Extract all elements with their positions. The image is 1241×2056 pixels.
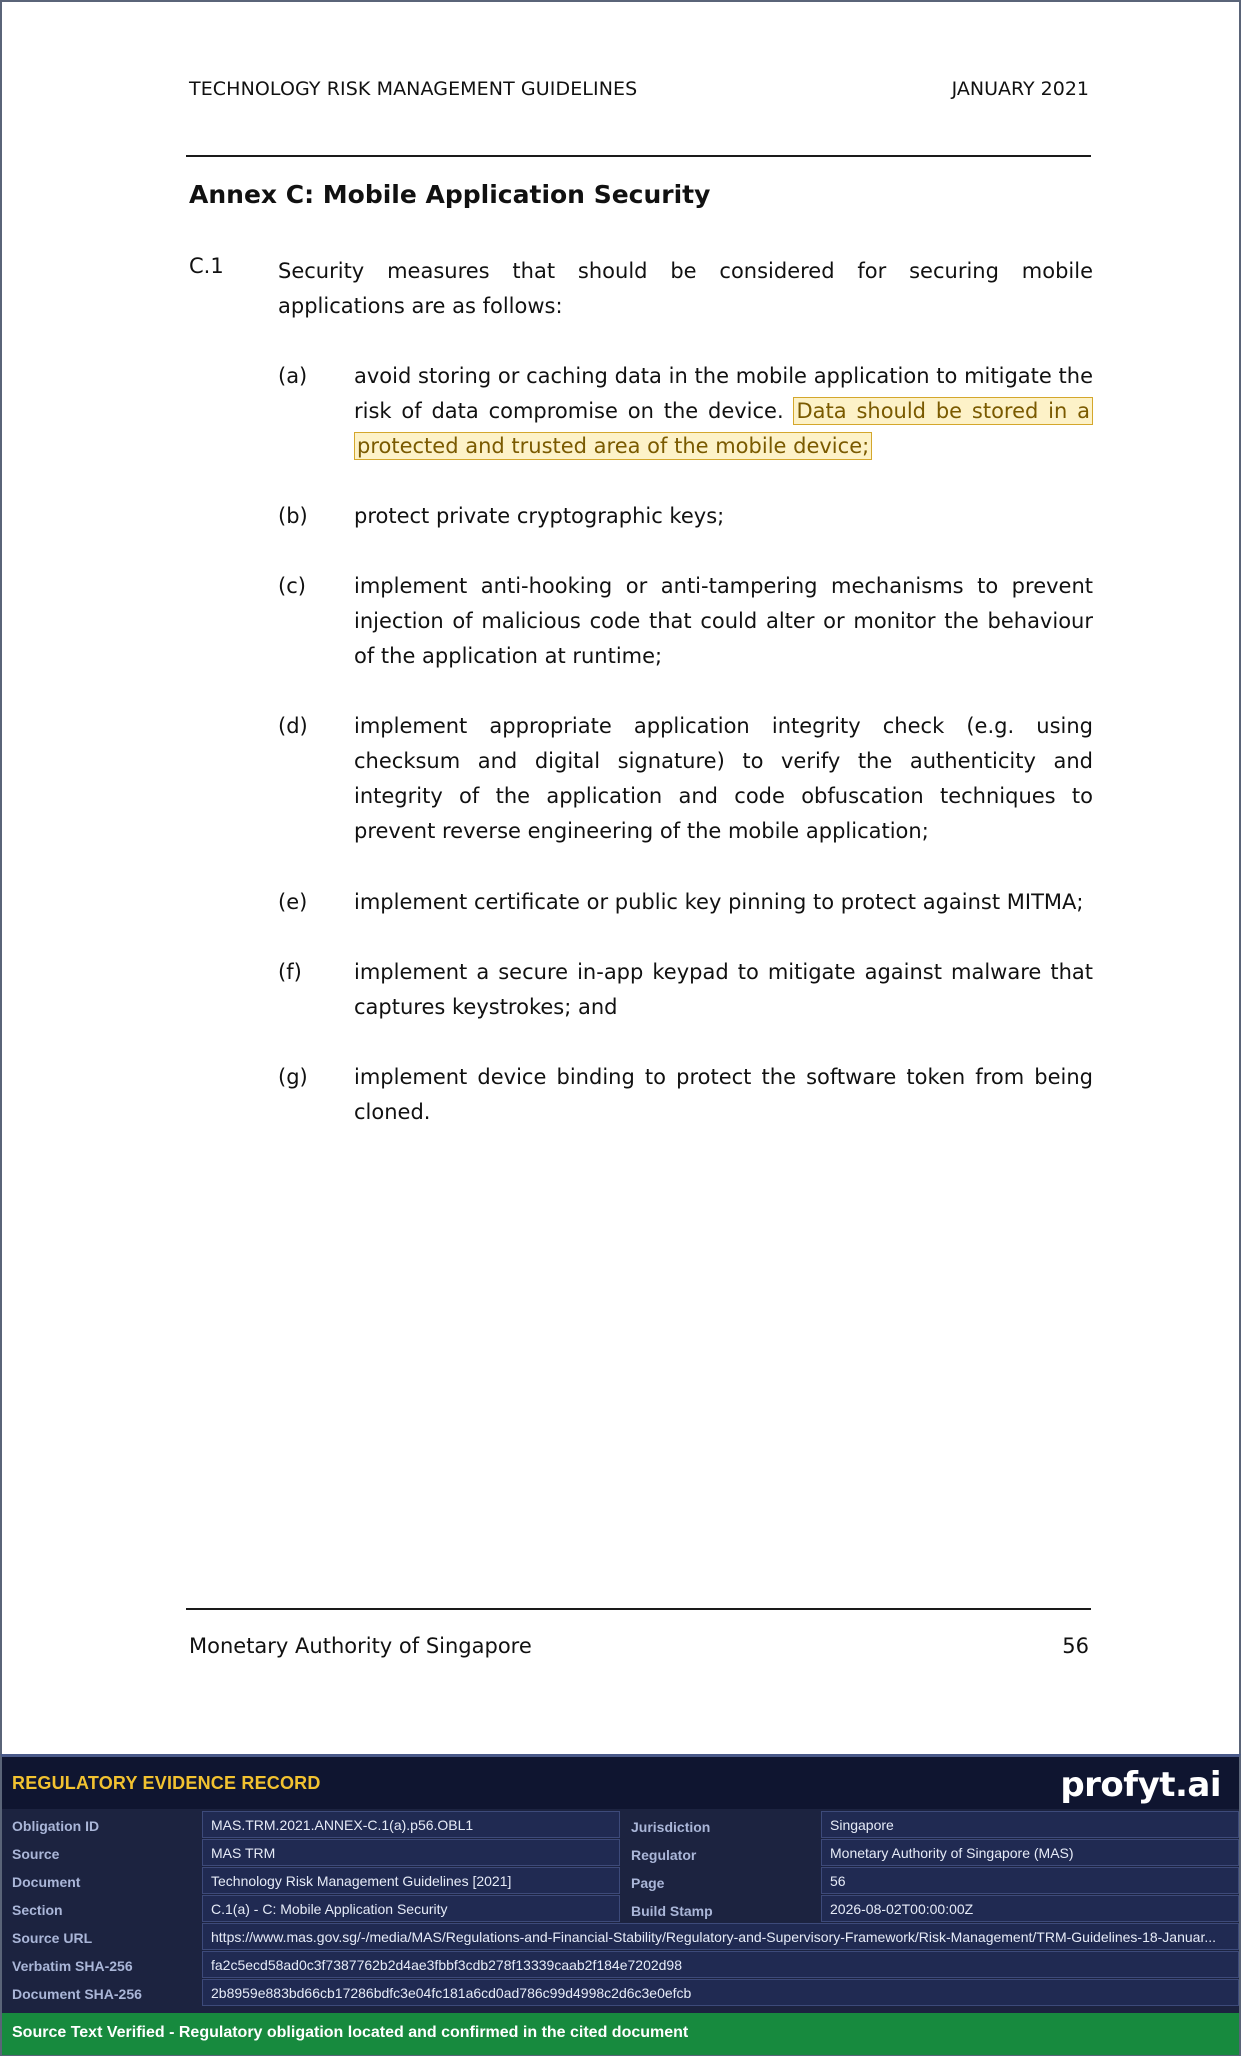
verification-status-text: Source Text Verified - Regulatory obligation located and confirmed in the cited document (12, 2024, 689, 2041)
profyt-logo: profyt.ai (1060, 1765, 1221, 1805)
source-value: MAS TRM (202, 1839, 620, 1866)
list-item-text: protect private cryptographic keys; (354, 504, 725, 528)
paragraph-text: Security measures that should be considered for securing mobile applications are as follows: (278, 259, 1093, 318)
footer-page-number: 56 (1062, 1634, 1089, 1658)
build-stamp-label: Build Stamp (631, 1903, 713, 1919)
list-item-text: implement anti-hooking or anti-tampering mechanisms to prevent injection of malicious code that could alter or monitor the behaviour of the application at runtime; (354, 574, 1093, 668)
list-item-text (354, 359, 1093, 464)
evidence-record-header (2, 1757, 1239, 1809)
record-row-source-url (2, 1923, 1239, 1951)
list-item-label: (c) (278, 574, 306, 598)
evidence-record-panel (0, 1754, 1241, 2056)
source-url-value[interactable]: https://www.mas.gov.sg/-/media/MAS/Regulations-and-Financial-Stability/Regulatory-and-Supervisory-Framework/Risk-Management/TRM-Guidelines-18-Januar... (202, 1923, 1239, 1950)
list-item-label: (f) (278, 960, 302, 984)
list-item-text: implement device binding to protect the software token from being cloned. (354, 1065, 1093, 1124)
section-value: C.1(a) - C: Mobile Application Security (202, 1895, 620, 1922)
document-sha-label: Document SHA-256 (12, 1986, 142, 2002)
record-row-document-sha (2, 1979, 1239, 2007)
footer-organisation: Monetary Authority of Singapore (189, 1634, 532, 1658)
list-item-text-plain: avoid storing or caching data in the mobile application to mitigate the risk of data compromise on the device. (354, 364, 1093, 423)
obligation-id-label: Obligation ID (12, 1818, 100, 1834)
jurisdiction-value: Singapore (821, 1811, 1239, 1838)
record-row-document (2, 1867, 1239, 1895)
list-item-text: implement a secure in-app keypad to mitigate against malware that captures keystrokes; and (354, 960, 1093, 1019)
document-value: Technology Risk Management Guidelines [2021] (202, 1867, 620, 1894)
record-row-obligation (2, 1811, 1239, 1839)
header-rule (186, 155, 1091, 157)
verbatim-sha-value: fa2c5ecd58ad0c3f7387762b2d4ae3fbbf3cdb278f13339caab2f184e7202d98 (202, 1951, 1239, 1978)
jurisdiction-label: Jurisdiction (631, 1819, 711, 1835)
record-row-source (2, 1839, 1239, 1867)
list-item-label: (g) (278, 1065, 308, 1089)
obligation-id-value: MAS.TRM.2021.ANNEX-C.1(a).p56.OBL1 (202, 1811, 620, 1838)
regulator-value: Monetary Authority of Singapore (MAS) (821, 1839, 1239, 1866)
source-label: Source (12, 1846, 60, 1862)
document-sha-value: 2b8959e883bd66cb17286bdfc3e04fc181a6cd0ad786c99d4998c2d6c3e0efcb (202, 1979, 1239, 2006)
regulator-label: Regulator (631, 1847, 697, 1863)
evidence-record-title: REGULATORY EVIDENCE RECORD (12, 1773, 321, 1793)
annex-title: Annex C: Mobile Application Security (189, 180, 711, 209)
list-item-label: (e) (278, 890, 308, 914)
build-stamp-value: 2026-08-02T00:00:00Z (821, 1895, 1239, 1922)
verification-status-bar (2, 2013, 1239, 2055)
highlighted-obligation-text[interactable]: Data should be stored in a protected and trusted area of the mobile device; (354, 397, 1093, 460)
page-label: Page (631, 1875, 665, 1891)
list-item-text: implement appropriate application integrity check (e.g. using checksum and digital signature) to verify the authenticity and integrity of the application and code obfuscation techniques to prevent reverse engineering of the mobile application; (354, 714, 1093, 843)
document-label: Document (12, 1874, 81, 1890)
source-url-label: Source URL (12, 1930, 93, 1946)
section-label: Section (12, 1902, 63, 1918)
list-item-label: (b) (278, 504, 308, 528)
running-header-title: TECHNOLOGY RISK MANAGEMENT GUIDELINES (189, 78, 638, 100)
verbatim-sha-label: Verbatim SHA-256 (12, 1958, 133, 1974)
footer-rule (186, 1608, 1091, 1610)
list-item-label: (a) (278, 364, 308, 388)
page-value: 56 (821, 1867, 1239, 1894)
list-item-label: (d) (278, 714, 308, 738)
record-row-verbatim-sha (2, 1951, 1239, 1979)
paragraph-number: C.1 (189, 254, 224, 278)
running-header-date: JANUARY 2021 (951, 78, 1089, 100)
record-row-section (2, 1895, 1239, 1923)
list-item-text: implement certificate or public key pinning to protect against MITMA; (354, 890, 1084, 914)
